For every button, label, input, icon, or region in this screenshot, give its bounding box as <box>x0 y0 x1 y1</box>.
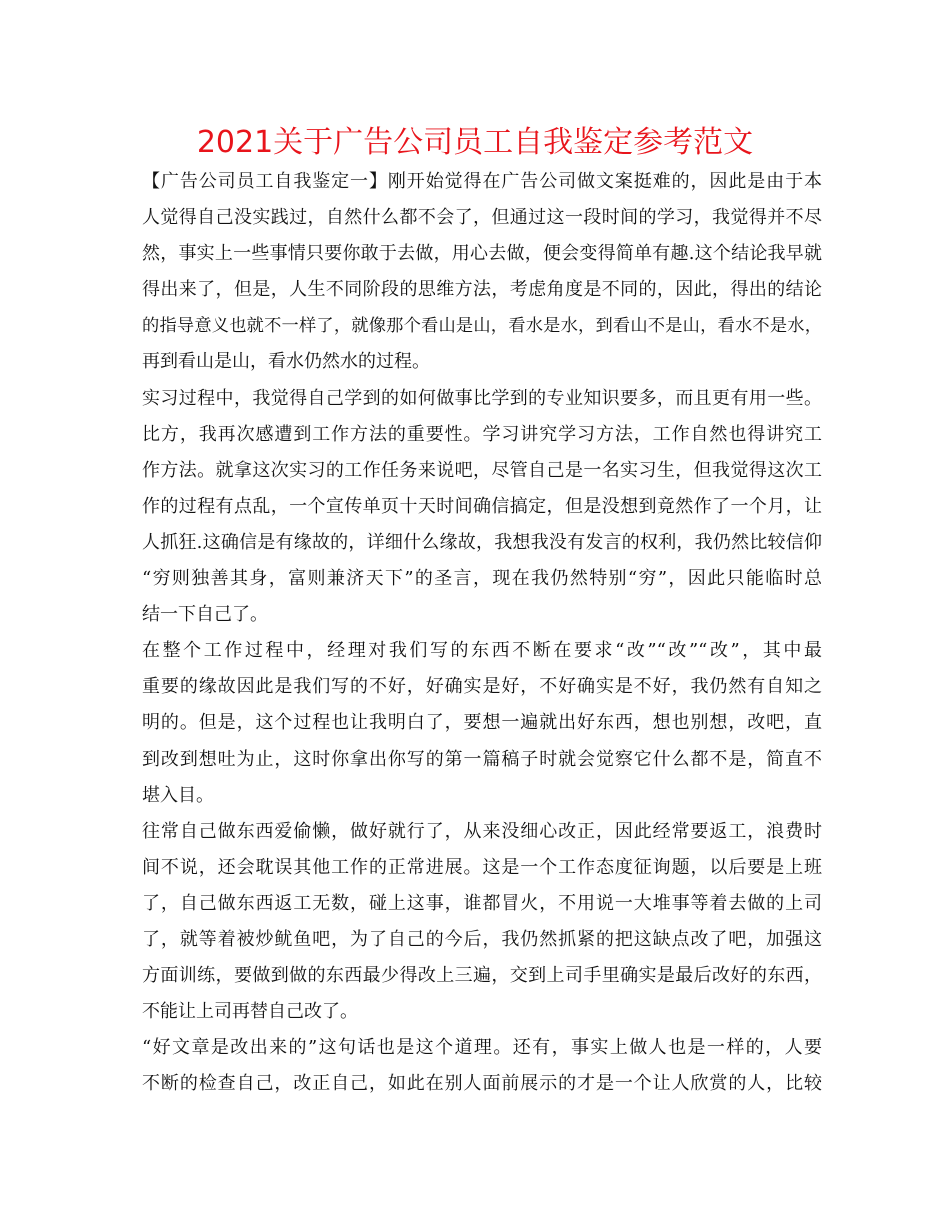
body-line: 堪入目。 <box>142 784 214 806</box>
body-line: 不断的检查自己，改正自己，如此在别人面前展示的才是一个让人欣赏的人，比较 <box>142 1073 822 1095</box>
body-line: 间不说，还会耽误其他工作的正常进展。这是一个工作态度征询题，以后要是上班 <box>142 856 822 878</box>
body-line: 作方法。就拿这次实习的工作任务来说吧，尽管自己是一名实习生，但我觉得这次工 <box>142 459 822 481</box>
body-line: 在整个工作过程中，经理对我们写的东西不断在要求“改”“改”“改”，其中最 <box>142 640 822 662</box>
body-line: “好文章是改出来的”这句话也是这个道理。还有，事实上做人也是一样的，人要 <box>142 1037 822 1059</box>
body-line: 重要的缘故因此是我们写的不好，好确实是好，不好确实是不好，我仍然有自知之 <box>142 676 822 698</box>
body-line: 的指导意义也就不一样了，就像那个看山是山，看水是水，到看山不是山，看水不是水， <box>142 316 822 337</box>
body-line: 不能让上司再替自己改了。 <box>142 1001 358 1023</box>
body-line: 比方，我再次感遭到工作方法的重要性。学习讲究学习方法，工作自然也得讲究工 <box>142 423 822 445</box>
body-line: 往常自己做东西爱偷懒，做好就行了，从来没细心改正，因此经常要返工，浪费时 <box>142 820 822 842</box>
body-line: 了，就等着被炒鱿鱼吧，为了自己的今后，我仍然抓紧的把这缺点改了吧，加强这 <box>142 928 822 950</box>
body-line: 方面训练，要做到做的东西最少得改上三遍，交到上司手里确实是最后改好的东西， <box>142 965 822 987</box>
body-line: 得出来了，但是，人生不同阶段的思维方法，考虑角度是不同的，因此，得出的结论 <box>142 279 822 301</box>
body-line: 实习过程中，我觉得自己学到的如何做事比学到的专业知识要多，而且更有用一些。 <box>142 387 822 409</box>
document-title: 2021关于广告公司员工自我鉴定参考范文 <box>196 125 754 160</box>
document-body <box>142 164 822 1102</box>
body-line: 再到看山是山，看水仍然水的过程。 <box>142 351 430 373</box>
body-line: 人觉得自己没实践过，自然什么都不会了，但通过这一段时间的学习，我觉得并不尽 <box>142 207 822 229</box>
body-line: 然，事实上一些事情只要你敢于去做，用心去做，便会变得简单有趣.这个结论我早就 <box>142 243 822 265</box>
body-line: 人抓狂.这确信是有缘故的，详细什么缘故，我想我没有发言的权利，我仍然比较信仰 <box>142 531 822 553</box>
body-line: 【广告公司员工自我鉴定一】刚开始觉得在广告公司做文案挺难的，因此是由于本 <box>142 171 822 192</box>
body-line: 结一下自己了。 <box>142 604 268 626</box>
body-line: “穷则独善其身，富则兼济天下”的圣言，现在我仍然特别“穷”，因此只能临时总 <box>142 568 822 590</box>
body-line: 明的。但是，这个过程也让我明白了，要想一遍就出好东西，想也别想，改吧，直 <box>142 712 822 734</box>
body-line: 了，自己做东西返工无数，碰上这事，谁都冒火，不用说一大堆事等着去做的上司 <box>142 892 822 914</box>
body-line: 作的过程有点乱，一个宣传单页十天时间确信搞定，但是没想到竟然作了一个月，让 <box>142 495 822 517</box>
body-line: 到改到想吐为止，这时你拿出你写的第一篇稿子时就会觉察它什么都不是，简直不 <box>142 748 822 770</box>
